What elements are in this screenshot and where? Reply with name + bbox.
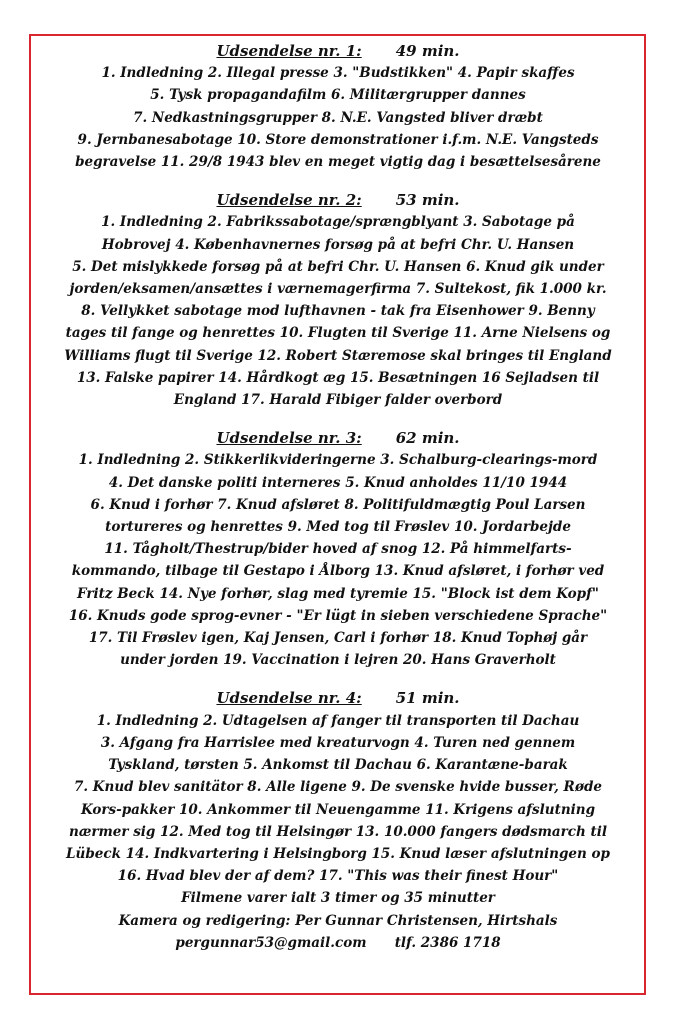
content-line: 17. Til Frøslev igen, Kaj Jensen, Carl i forhør 18. Knud Tophøj går: [88, 630, 588, 647]
content-line: 7. Nedkastningsgrupper 8. N.E. Vangsted bliver dræbt: [133, 109, 543, 126]
phone-number: tlf. 2386 1718: [394, 934, 501, 951]
content-line: Tyskland, tørsten 5. Ankomst til Dachau 6. Karantæne-barak: [108, 757, 568, 774]
section-episode-4: [36, 687, 640, 887]
content-line: 9. Jernbanesabotage 10. Store demonstrationer i.f.m. N.E. Vangsteds: [77, 131, 599, 148]
episode-title: Udsendelse nr. 2:: [216, 191, 362, 210]
content-line: 1. Indledning 2. Stikkerlikvideringerne 3. Schalburg-clearings-mord: [78, 452, 598, 469]
credits-line: Kamera og redigering: Per Gunnar Christensen, Hirtshals: [118, 912, 558, 929]
content-line: Lübeck 14. Indkvartering i Helsingborg 15. Knud læser afslutningen op: [66, 845, 610, 862]
content-line: Kors-pakker 10. Ankommer til Neuengamme 11. Krigens afslutning: [80, 801, 596, 818]
content-line: nærmer sig 12. Med tog til Helsingør 13. 10.000 fangers dødsmarch til: [69, 823, 607, 840]
content-line: 7. Knud blev sanitätor 8. Alle ligene 9. De svenske hvide busser, Røde: [73, 779, 602, 796]
episode-heading: [36, 427, 640, 449]
content-line: 5. Det mislykkede forsøg på at befri Chr. U. Hansen 6. Knud gik under: [72, 258, 604, 275]
content-line: 1. Indledning 2. Udtagelsen af fanger til transporten til Dachau: [96, 712, 580, 729]
content-line: 1. Indledning 2. Illegal presse 3. "Budstikken" 4. Papir skaffes: [101, 65, 575, 82]
content-line: jorden/eksamen/ansættes i værnemagerfirma 7. Sultekost, fik 1.000 kr.: [69, 281, 607, 298]
episode-title: Udsendelse nr. 4:: [216, 689, 362, 708]
section-episode-3: [36, 427, 640, 671]
content-line: 6. Knud i forhør 7. Knud afsløret 8. Politifuldmægtig Poul Larsen: [90, 496, 586, 513]
content-line: England 17. Harald Fibiger falder overbord: [173, 392, 503, 409]
content-line: Williams flugt til Sverige 12. Robert Stæremose skal bringes til England: [64, 347, 612, 364]
footer: [36, 887, 640, 954]
section-episode-2: [36, 189, 640, 411]
total-runtime: Filmene varer ialt 3 timer og 35 minutter: [181, 890, 495, 907]
episode-heading: [36, 40, 640, 62]
content-line: 5. Tysk propagandafilm 6. Militærgrupper dannes: [150, 87, 526, 104]
episode-title: Udsendelse nr. 3:: [216, 429, 362, 448]
contact-line: [36, 932, 640, 954]
content-line: 16. Knuds gode sprog-evner - "Er lügt in sieben verschiedene Sprache": [68, 607, 608, 624]
content-line: Hobrovej 4. Københavnernes forsøg på at befri Chr. U. Hansen: [101, 236, 575, 253]
content-line: begravelse 11. 29/8 1943 blev en meget vigtig dag i besættelsesårene: [75, 154, 601, 171]
episode-duration: 53 min.: [395, 191, 460, 210]
program-overview-document: [36, 40, 640, 954]
episode-heading: [36, 189, 640, 211]
content-line: 16. Hvad blev der af dem? 17. "This was their finest Hour": [117, 868, 559, 885]
content-line: tortureres og henrettes 9. Med tog til Frøslev 10. Jordarbejde: [105, 519, 571, 536]
content-line: under jorden 19. Vaccination i lejren 20. Hans Graverholt: [120, 652, 556, 669]
episode-duration: 51 min.: [395, 689, 460, 708]
episode-heading: [36, 687, 640, 709]
content-line: tages til fange og henrettes 10. Flugten til Sverige 11. Arne Nielsens og: [65, 325, 611, 342]
episode-title: Udsendelse nr. 1:: [216, 42, 362, 60]
content-line: 13. Falske papirer 14. Hårdkogt æg 15. Besætningen 16 Sejladsen til: [76, 369, 600, 386]
email-address: pergunnar53@gmail.com: [175, 934, 367, 951]
content-line: 11. Tågholt/Thestrup/bider hoved af snog 12. På himmelfarts-: [104, 541, 572, 558]
content-line: 4. Det danske politi interneres 5. Knud anholdes 11/10 1944: [108, 474, 568, 491]
content-line: kommando, tilbage til Gestapo i Ålborg 13. Knud afsløret, i forhør ved: [71, 563, 605, 580]
content-line: 8. Vellykket sabotage mod lufthavnen - tak fra Eisenhower 9. Benny: [81, 303, 595, 320]
content-line: Fritz Beck 14. Nye forhør, slag med tyremie 15. "Block ist dem Kopf": [77, 585, 599, 602]
section-episode-1: [36, 40, 640, 173]
episode-duration: 49 min.: [395, 42, 460, 60]
episode-duration: 62 min.: [395, 429, 460, 448]
content-line: 1. Indledning 2. Fabrikssabotage/sprængblyant 3. Sabotage på: [101, 214, 575, 231]
content-line: 3. Afgang fra Harrislee med kreaturvogn 4. Turen ned gennem: [100, 734, 576, 751]
